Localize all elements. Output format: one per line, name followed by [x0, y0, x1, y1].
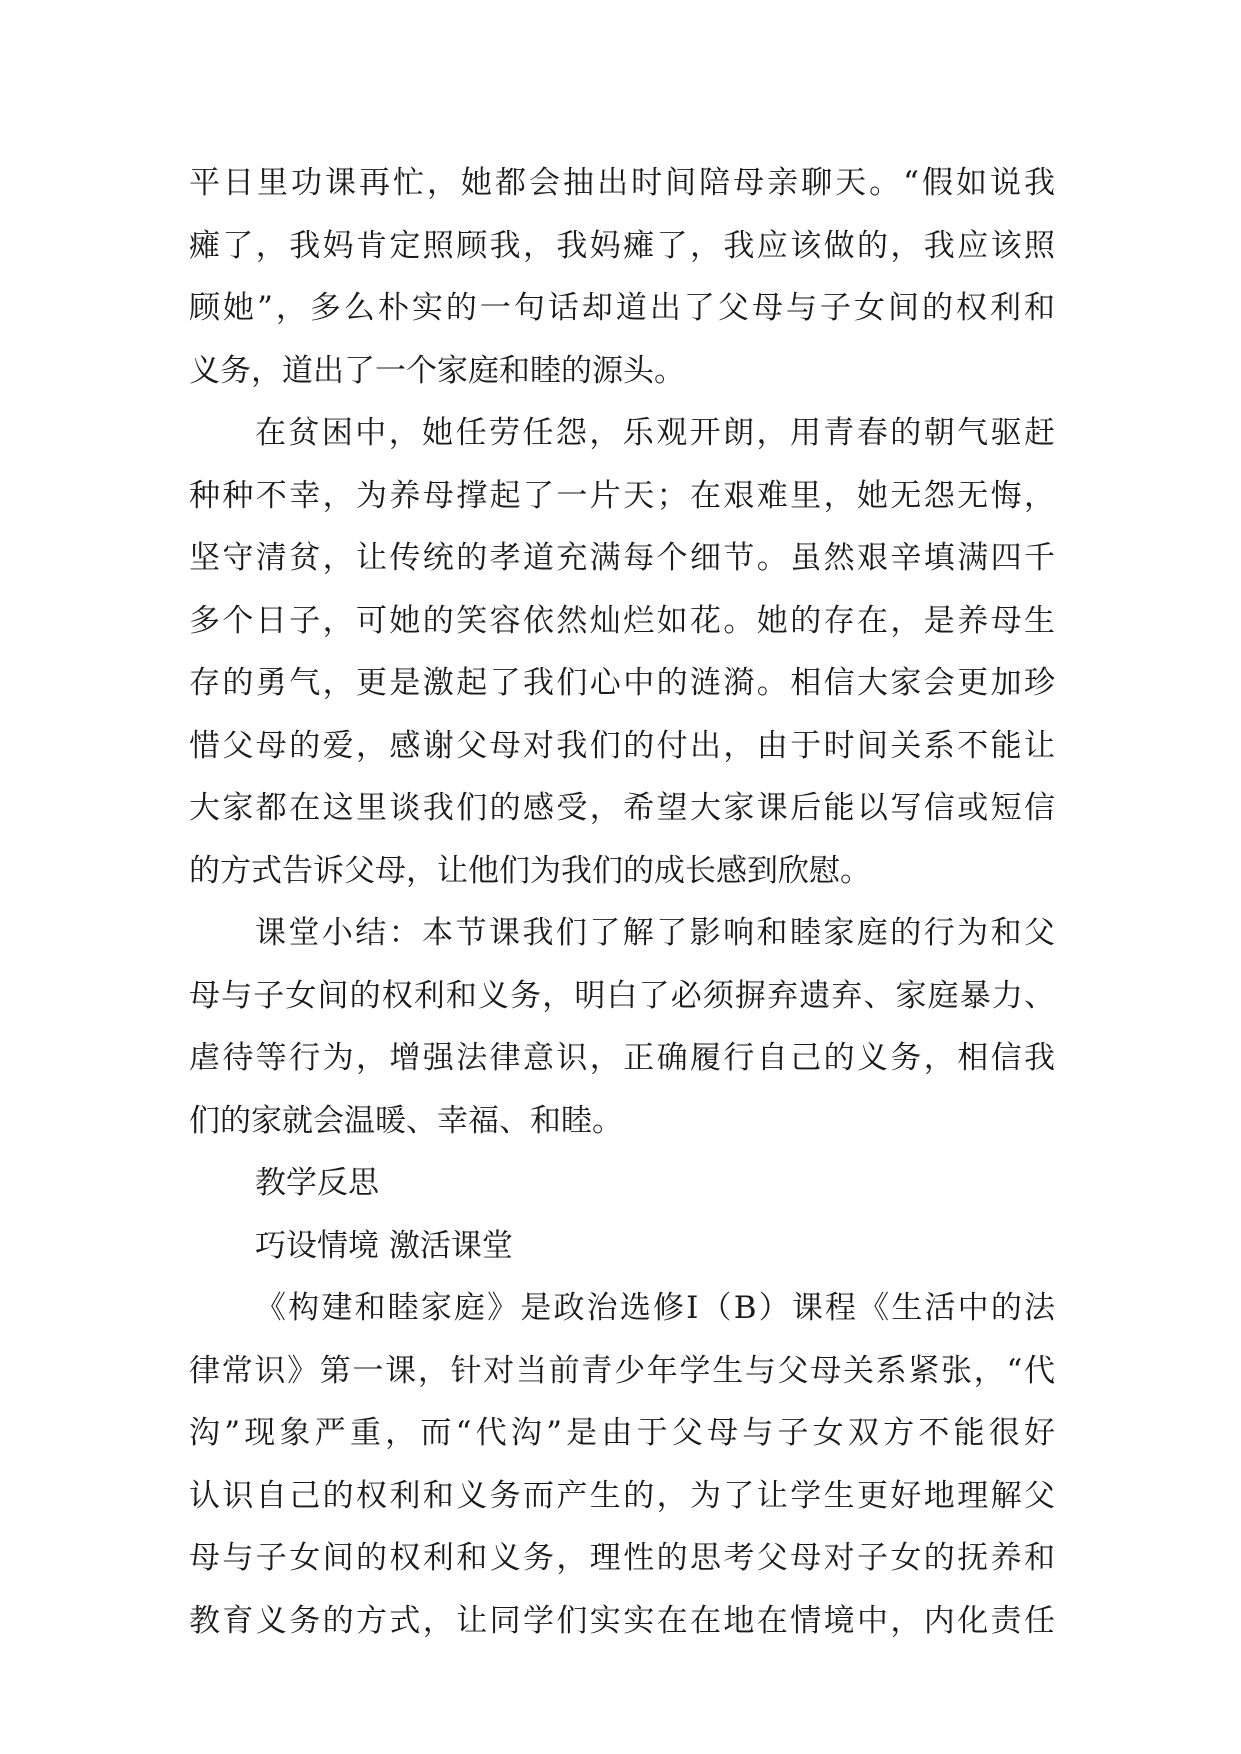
text-line: 母与子女间的权利和义务，明白了必须摒弃遗弃、家庭暴力、	[189, 977, 1055, 1014]
text-line: 《构建和睦家庭》是政治选修Ⅰ（B）课程《生活中的法	[255, 1290, 1055, 1326]
text-line: 教学反思	[255, 1165, 379, 1201]
text-line: 惜父母的爱，感谢父母对我们的付出，由于时间关系不能让	[189, 727, 1055, 764]
text-line: 沟”现象严重，而“代沟”是由于父母与子女双方不能很好	[189, 1415, 1055, 1451]
text-line: 教育义务的方式，让同学们实实在在地在情境中，内化责任	[189, 1602, 1055, 1639]
text-line: 存的勇气，更是激起了我们心中的涟漪。相信大家会更加珍	[189, 665, 1055, 701]
text-line: 种种不幸，为养母撑起了一片天；在艰难里，她无怨无悔，	[189, 477, 1055, 514]
text-line: 义务，道出了一个家庭和睦的源头。	[189, 352, 685, 389]
text-line: 认识自己的权利和义务而产生的，为了让学生更好地理解父	[189, 1477, 1055, 1514]
text-line: 多个日子，可她的笑容依然灿烂如花。她的存在，是养母生	[189, 602, 1055, 639]
text-line: 顾她”，多么朴实的一句话却道出了父母与子女间的权利和	[189, 290, 1055, 326]
text-line: 律常识》第一课，针对当前青少年学生与父母关系紧张，“代	[189, 1352, 1055, 1389]
text-line: 大家都在这里谈我们的感受，希望大家课后能以写信或短信	[189, 790, 1055, 826]
text-line: 虐待等行为，增强法律意识，正确履行自己的义务，相信我	[189, 1040, 1055, 1076]
text-line: 平日里功课再忙，她都会抽出时间陪母亲聊天。“假如说我	[189, 165, 1055, 201]
text-line: 们的家就会温暖、幸福、和睦。	[189, 1102, 623, 1139]
text-line: 的方式告诉父母，让他们为我们的成长感到欣慰。	[189, 852, 871, 889]
text-line: 坚守清贫，让传统的孝道充满每个细节。虽然艰辛填满四千	[189, 540, 1055, 576]
text-line: 瘫了，我妈肯定照顾我，我妈瘫了，我应该做的，我应该照	[189, 227, 1055, 264]
text-line: 课堂小结：本节课我们了解了影响和睦家庭的行为和父	[255, 915, 1055, 951]
text-line: 母与子女间的权利和义务，理性的思考父母对子女的抚养和	[189, 1540, 1055, 1576]
text-line: 巧设情境 激活课堂	[255, 1227, 513, 1264]
body-text	[189, 152, 1055, 1652]
text-line: 在贫困中，她任劳任怨，乐观开朗，用青春的朝气驱赶	[255, 415, 1055, 451]
